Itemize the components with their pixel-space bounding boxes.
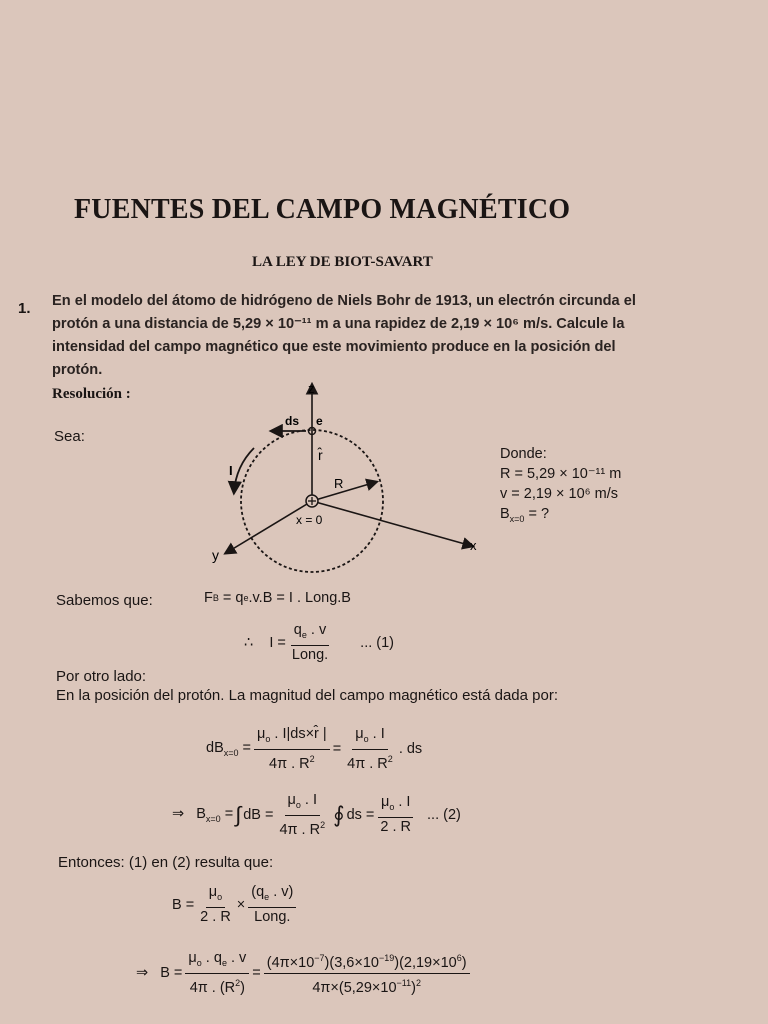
current-arrow bbox=[234, 448, 254, 492]
I-label: I bbox=[229, 463, 233, 478]
problem-line: En el modelo del átomo de hidrógeno de Niels Bohr de 1913, un electrón circunda el bbox=[52, 293, 636, 309]
origin-label: x = 0 bbox=[296, 513, 323, 527]
page-title: FUENTES DEL CAMPO MAGNÉTICO bbox=[74, 194, 571, 225]
donde-label: Donde: bbox=[500, 446, 547, 462]
por-otro-lado: Por otro lado: bbox=[56, 668, 147, 685]
section-subtitle: LA LEY DE BIOT-SAVART bbox=[252, 254, 433, 270]
equation-2-label: ... (2) bbox=[427, 807, 461, 824]
y-label: y bbox=[212, 547, 219, 563]
equation-1-label: ... (1) bbox=[360, 634, 395, 651]
R-label: R bbox=[334, 476, 344, 491]
entonces-label: Entonces: (1) en (2) resulta que: bbox=[58, 854, 274, 871]
field-statement: En la posición del protón. La magnitud del campo magnético está dada por: bbox=[56, 687, 558, 704]
equation-substituted: B = $\frac{\mu_o}{2 . R}$ × $\frac{(q_e . v)}{\text{Long.}}$ bbox=[172, 884, 299, 926]
problem-number: 1. bbox=[18, 300, 31, 317]
resolution-heading: Resolución : bbox=[52, 386, 131, 402]
force-equation: F B = q e .v.B = I . Long.B bbox=[204, 590, 351, 606]
equation-2: ⇒ $B_{x=0}$ = ∫ dB = $\frac{\mu_o . I}{4\pi . R^2}$ ∮ ds = $\frac{\mu_o . I}{2 . R}$ ... (2) bbox=[172, 792, 461, 838]
x-label: x bbox=[470, 538, 477, 553]
problem-line: protón. bbox=[52, 362, 103, 378]
given-speed: v = 2,19 × 10⁶ m/s bbox=[500, 486, 619, 502]
given-values bbox=[500, 444, 621, 529]
sea-label: Sea: bbox=[54, 428, 85, 445]
sabemos-label: Sabemos que: bbox=[56, 592, 153, 609]
e-label: e bbox=[316, 414, 323, 428]
problem-line: protón a una distancia de 5,29 × 10⁻¹¹ m a una rapidez de 2,19 × 10⁶ m/s. Calcule la bbox=[52, 316, 625, 332]
given-unknown: $B_{x=0}$ = ? bbox=[500, 506, 550, 524]
problem-line: intensidad del campo magnético que este movimiento produce en la posición del bbox=[52, 339, 616, 355]
given-radius: R = 5,29 × 10⁻¹¹ m bbox=[500, 466, 622, 482]
equation-numeric: ⇒ B = $\frac{\mu_o . q_e . v}{4\pi . (R^2)}$ = $\frac{(4\pi\times 10^{-7})(3,6\times 10^{-19})(2,19\times 10^6)}{4\pi\times(5,29\times 10^{-11})^2}$ bbox=[136, 950, 473, 997]
equation-1: ∴ I = $\frac{q_e . v}{\text{Long.}}$ ... (1) bbox=[244, 622, 395, 663]
x-axis bbox=[312, 501, 472, 546]
biot-savart-equation: $dB_{x=0}$ = $\frac{\mu_o . I|ds\times r̂ |}{4\pi . R^2}$ = $\frac{\mu_o . I}{4\pi . R^2}$ . ds bbox=[206, 726, 423, 772]
r-hat-label: r̂ bbox=[318, 447, 323, 463]
ds-label: ds bbox=[285, 414, 300, 428]
radius-arrow bbox=[312, 482, 376, 501]
y-axis bbox=[226, 501, 312, 553]
z-label: z bbox=[308, 381, 315, 396]
